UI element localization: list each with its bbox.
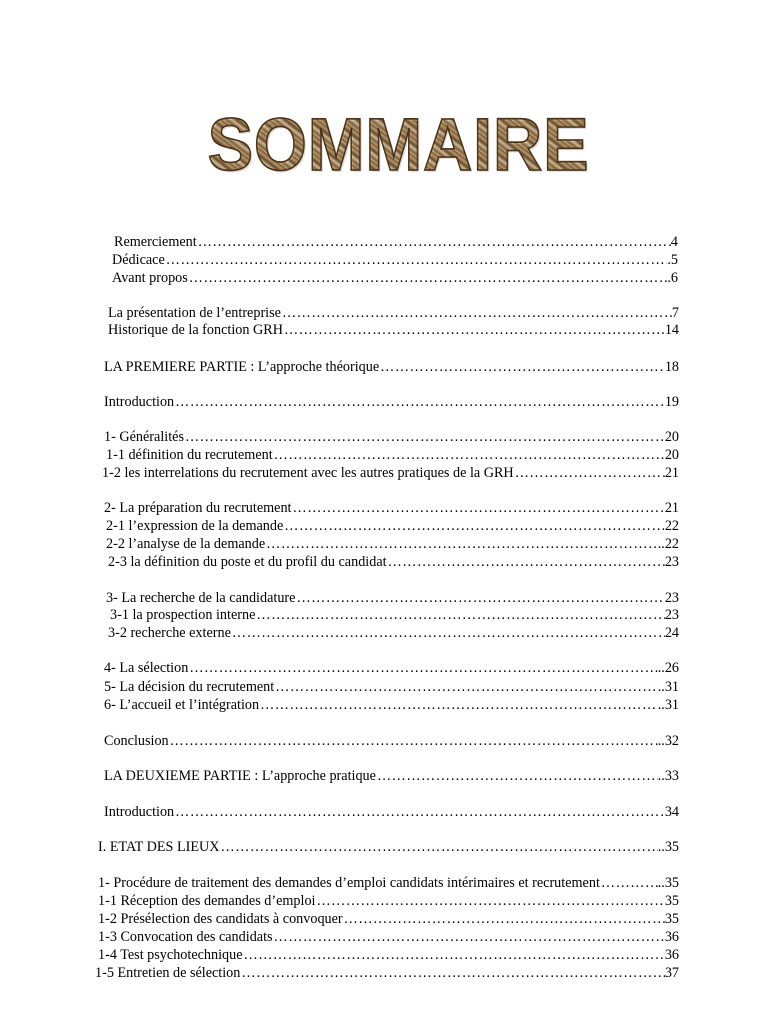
toc-entry-page: 21 <box>664 465 679 481</box>
toc-entry-page: 4 <box>670 234 678 250</box>
toc-entry <box>104 500 679 516</box>
toc-entry-page: 18 <box>664 359 679 375</box>
toc-entry <box>104 394 679 410</box>
toc-entry-page: 23 <box>664 607 679 623</box>
toc-entry <box>104 804 679 820</box>
toc-leader <box>344 911 665 927</box>
toc-entry-page: 22 <box>664 518 679 534</box>
toc-entry <box>98 875 679 891</box>
toc-entry-page: ..32 <box>657 733 679 749</box>
toc-entry-label: I. ETAT DES LIEUX <box>98 839 220 855</box>
toc-entry-label: 1- Généralités <box>104 429 184 445</box>
toc-entry-page: ..33 <box>657 768 679 784</box>
toc-entry-label: 2- La préparation du recrutement <box>104 500 292 516</box>
toc-entry-label: Dédicace <box>112 252 165 268</box>
toc-entry-page: 36 <box>664 947 679 963</box>
toc-leader <box>274 929 665 945</box>
toc-entry <box>102 465 679 481</box>
toc-entry-label: 2-3 la définition du poste et du profil du candidat <box>108 554 387 570</box>
toc-entry-page: 35 <box>664 893 679 909</box>
toc-entry-page: 36 <box>664 929 679 945</box>
toc-leader <box>260 697 658 713</box>
toc-entry-label: 2-2 l’analyse de la demande <box>106 536 266 552</box>
toc-leader <box>221 839 658 855</box>
toc-leader <box>170 733 658 749</box>
toc-entry <box>104 429 679 445</box>
toc-entry-page: 20 <box>664 447 679 463</box>
toc-entry-page: 34 <box>664 804 679 820</box>
toc-leader <box>175 804 665 820</box>
toc-leader <box>515 465 665 481</box>
toc-entry-label: LA DEUXIEME PARTIE : L’approche pratique <box>104 768 376 784</box>
toc-entry-page: .6 <box>667 270 678 286</box>
toc-leader <box>284 518 665 534</box>
toc-entry-label: 5- La décision du recrutement <box>104 679 275 695</box>
toc-leader <box>388 554 665 570</box>
toc-entry <box>112 270 678 286</box>
toc-entry <box>104 359 679 375</box>
toc-entry <box>108 322 679 338</box>
toc-entry-page: 37 <box>664 965 679 981</box>
toc-entry-page: .5 <box>667 252 678 268</box>
toc-entry <box>95 965 679 981</box>
toc-leader <box>377 768 658 784</box>
toc-entry-page: ..35 <box>657 839 679 855</box>
toc-leader <box>274 447 665 463</box>
toc-entry-page: ..26 <box>657 660 679 676</box>
toc-entry-page: ..35 <box>657 875 679 891</box>
toc-entry <box>98 839 679 855</box>
toc-entry-label: 1- Procédure de traitement des demandes d’emploi candidats intérimaires et recrutement <box>98 875 600 891</box>
toc-entry-label: 1-1 définition du recrutement <box>106 447 273 463</box>
toc-entry-label: 1-1 Réception des demandes d’emploi <box>98 893 316 909</box>
toc-entry <box>108 625 679 641</box>
toc-entry-label: 3- La recherche de la candidature <box>106 590 296 606</box>
toc-entry-page: ..22 <box>657 536 679 552</box>
toc-entry <box>112 252 678 268</box>
toc-entry <box>110 607 679 623</box>
toc-entry <box>104 768 679 784</box>
toc-entry-page: 21 <box>664 500 679 516</box>
toc-entry-page: ..31 <box>657 679 679 695</box>
toc-entry-label: Conclusion <box>104 733 169 749</box>
toc-entry-page: 14 <box>664 322 679 338</box>
toc-leader <box>175 394 665 410</box>
toc-entry-page: 23 <box>664 554 679 570</box>
toc-entry <box>104 733 679 749</box>
toc-entry-label: Remerciement <box>114 234 197 250</box>
toc-leader <box>198 234 671 250</box>
toc-entry-page: 24 <box>664 625 679 641</box>
toc-entry <box>106 590 679 606</box>
toc-entry-label: 4- La sélection <box>104 660 189 676</box>
toc-entry-label: 1-4 Test psychotechnique <box>98 947 243 963</box>
toc-entry <box>114 234 678 250</box>
toc-entry <box>106 447 679 463</box>
toc-entry-page: 7 <box>671 305 679 321</box>
toc-entry-page: 20 <box>664 429 679 445</box>
toc-entry-page: 19 <box>664 394 679 410</box>
toc-leader <box>601 875 658 891</box>
toc-entry-label: 3-2 recherche externe <box>108 625 231 641</box>
toc-entry-label: Introduction <box>104 394 175 410</box>
toc-leader <box>293 500 665 516</box>
toc-entry <box>104 679 679 695</box>
toc-entry-label: 1-3 Convocation des candidats <box>98 929 273 945</box>
toc-entry-label: 1-2 Présélection des candidats à convoquer <box>98 911 343 927</box>
toc-entry <box>98 929 679 945</box>
toc-entry-label: 6- L’accueil et l’intégration <box>104 697 260 713</box>
toc-entry-label: La présentation de l’entreprise <box>108 305 281 321</box>
toc-entry <box>108 554 679 570</box>
toc-entry <box>106 536 679 552</box>
toc-leader <box>256 607 664 623</box>
toc-leader <box>266 536 658 552</box>
toc-entry <box>104 697 679 713</box>
toc-entry <box>106 518 679 534</box>
toc-entry <box>98 893 679 909</box>
toc-entry-label: LA PREMIERE PARTIE : L’approche théorique <box>104 359 380 375</box>
toc-leader <box>241 965 664 981</box>
toc-entry <box>104 660 679 676</box>
toc-entry-page: 23 <box>664 590 679 606</box>
toc-entry-label: Historique de la fonction GRH <box>108 322 283 338</box>
document-title: SOMMAIRE <box>207 103 589 186</box>
toc-leader <box>185 429 665 445</box>
toc-leader <box>189 270 668 286</box>
toc-entry <box>98 911 679 927</box>
toc-entry-label: Avant propos <box>112 270 188 286</box>
toc-leader <box>316 893 664 909</box>
toc-leader <box>296 590 664 606</box>
toc-leader <box>166 252 668 268</box>
toc-leader <box>275 679 658 695</box>
toc-entry-label: 2-1 l’expression de la demande <box>106 518 284 534</box>
toc-leader <box>244 947 665 963</box>
toc-leader <box>282 305 672 321</box>
toc-leader <box>284 322 665 338</box>
toc-leader <box>189 660 657 676</box>
toc-entry-page: 35 <box>664 911 679 927</box>
toc-entry <box>108 305 679 321</box>
toc-leader <box>380 359 665 375</box>
toc-entry-label: 3-1 la prospection interne <box>110 607 256 623</box>
toc-entry-label: 1-5 Entretien de sélection <box>95 965 241 981</box>
toc-entry-label: Introduction <box>104 804 175 820</box>
toc-entry <box>98 947 679 963</box>
toc-entry-label: 1-2 les interrelations du recrutement avec les autres pratiques de la GRH <box>102 465 514 481</box>
toc-leader <box>232 625 665 641</box>
toc-entry-page: ..31 <box>657 697 679 713</box>
